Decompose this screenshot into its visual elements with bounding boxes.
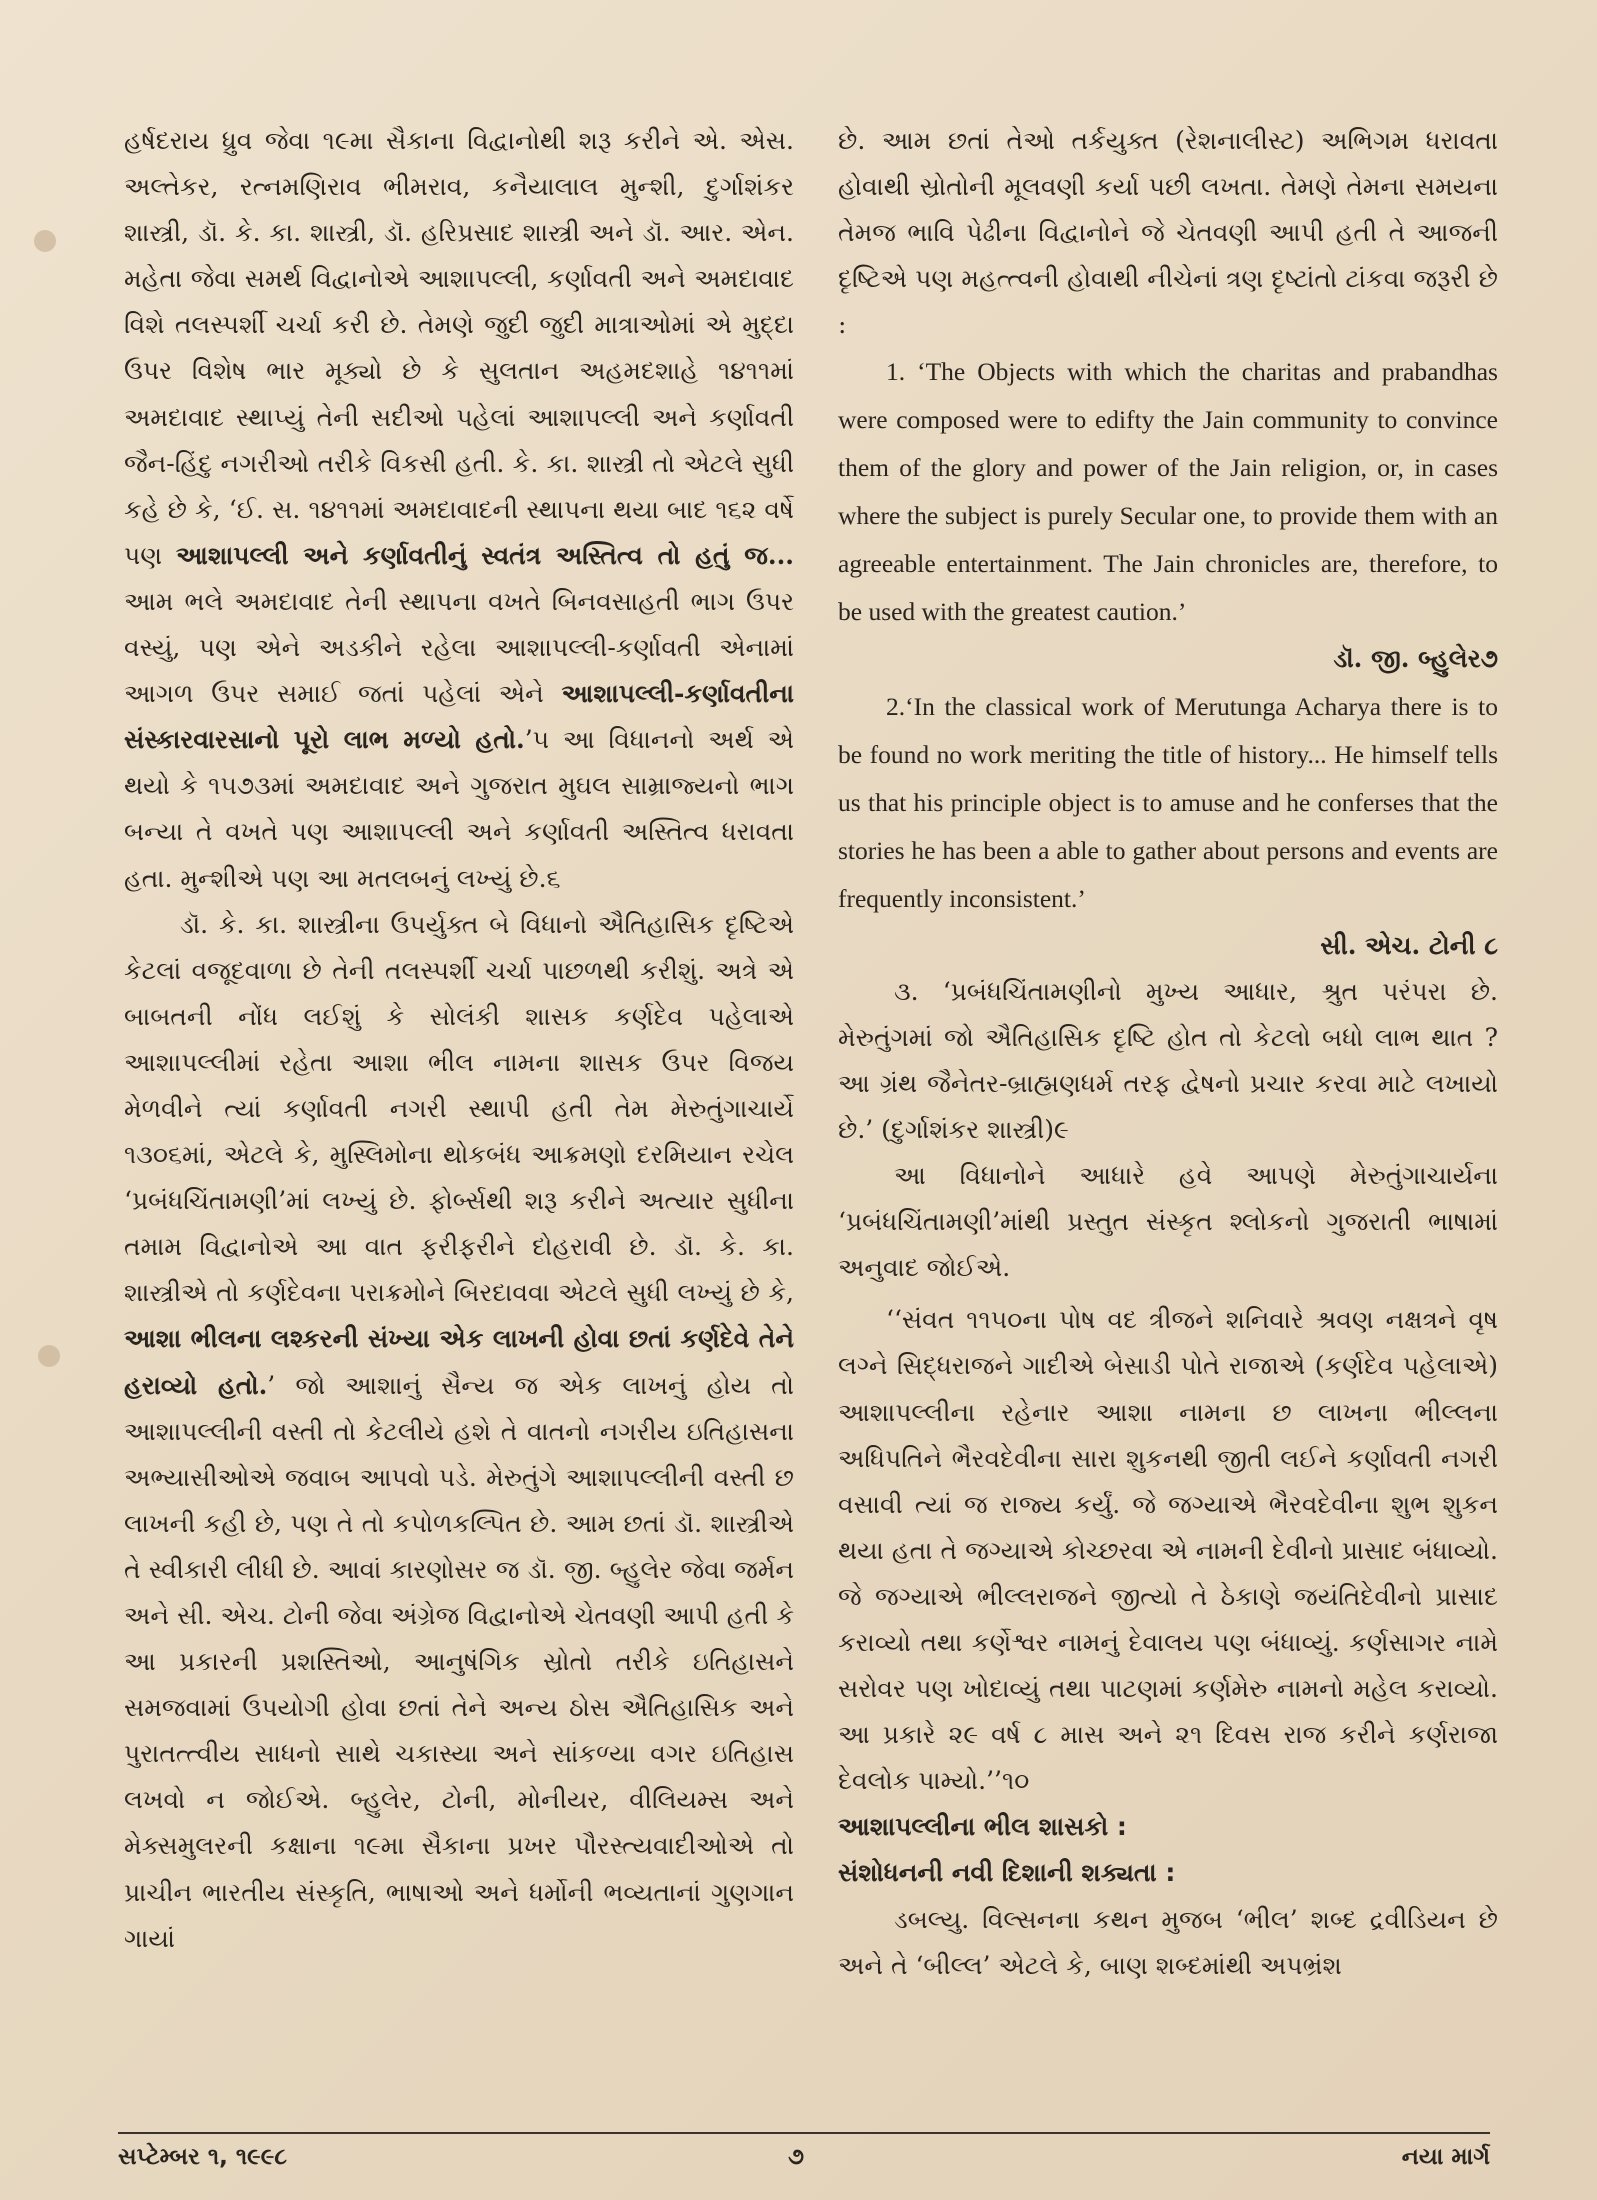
- text-run: ’ જો આશાનું સૈન્ય જ એક લાખનું હોય તો આશાપલ્લીની વસ્તી તો કેટલીયે હશે તે વાતનો નગરીય ઇતિહાસના અભ્યાસીઓએ જવાબ આપવો પડે. મેરુતુંગે આશાપલ્લીની વસ્તી છ લાખની કહી છે, પણ તે તો કપોળકલ્પિત છે. આમ છતાં ડૉ. શાસ્ત્રીએ તે સ્વીકારી લીધી છે. આવાં કારણોસર જ ડૉ. જી. બ્હુલેર જેવા જર્મન અને સી. એચ. ટોની જેવા અંગ્રેજ વિદ્વાનોએ ચેતવણી આપી હતી કે આ પ્રકારની પ્રશસ્તિઓ, આનુષંગિક સ્રોતો તરીકે ઇતિહાસને સમજવામાં ઉપયોગી હોવા છતાં તેને અન્ય ઠોસ ઐતિહાસિક અને પુરાતત્ત્વીય સાધનો સાથે ચકાસ્યા અને સાંકળ્યા વગર ઇતિહાસ લખવો ન જોઈએ. બ્હુલેર, ટોની, મોનીયર, વીલિયમ્સ અને મેક્સમુલરની કક્ષાના ૧૯મા સૈકાના પ્રખર પૌરસ્ત્યવાદીઓએ તો પ્રાચીન ભારતીય સંસ્કૃતિ, ભાષાઓ અને ધર્મોની ભવ્યતાનાં ગુણગાન ગાયાં: [124, 1370, 794, 1953]
- section-heading-2: સંશોધનની નવી દિશાની શક્યતા :: [838, 1858, 1176, 1888]
- right-paragraph-1: છે. આમ છતાં તેઓ તર્કયુક્ત (રેશનાલીસ્ટ) અભિગમ ધરાવતા હોવાથી સ્રોતોની મૂલવણી કર્યા પછી લખતા. તેમણે તેમના સમયના તેમજ ભાવિ પેઢીના વિદ્વાનોને જે ચેતવણી આપી હતી તે આજની દૃષ્ટિએ પણ મહત્ત્વની હોવાથી નીચેનાં ત્રણ દૃષ્ટાંતો ટાંકવા જરૂરી છે :: [838, 126, 1498, 340]
- bold-text: આશાપલ્લી અને કર્ણાવતીનું સ્વતંત્ર અસ્તિત્વ તો હતું જ...: [176, 540, 794, 570]
- text-run: હર્ષદરાય ધ્રુવ જેવા ૧૯મા સૈકાના વિદ્વાનોથી શરૂ કરીને એ. એસ. અલ્તેકર, રત્નમણિરાવ ભીમરાવ, કનૈયાલાલ મુન્શી, દુર્ગાશંકર શાસ્ત્રી, ડૉ. કે. કા. શાસ્ત્રી, ડૉ. હરિપ્રસાદ શાસ્ત્રી અને ડૉ. આર. એન. મહેતા જેવા સમર્થ વિદ્વાનોએ આશાપલ્લી, કર્ણાવતી અને અમદાવાદ વિશે તલસ્પર્શી ચર્ચા કરી છે. તેમણે જુદી જુદી માત્રાઓમાં એ મુદ્દા ઉપર વિશેષ ભાર મૂક્યો છે કે સુલતાન અહમદશાહે ૧૪૧૧માં અમદાવાદ સ્થાપ્યું તેની સદીઓ પહેલાં આશાપલ્લી અને કર્ણાવતી જૈન-હિંદુ નગરીઓ તરીકે વિકસી હતી. કે. કા. શાસ્ત્રી તો એટલે સુધી કહે છે કે, ‘ઈ. સ. ૧૪૧૧માં અમદાવાદની સ્થાપના થયા બાદ ૧૬૨ વર્ષે પણ: [124, 126, 794, 570]
- signature-tawney: સી. એચ. ટોની ૮: [1320, 930, 1498, 960]
- gujarati-quote-3: ૩. ‘પ્રબંધચિંતામણીનો મુખ્ય આધાર, શ્રુત પરંપરા છે. મેરુતુંગમાં જો ઐતિહાસિક દૃષ્ટિ હોત તો કેટલો બધો લાભ થાત ? આ ગ્રંથ જૈનેતર-બ્રાહ્મણધર્મ તરફ દ્વેષનો પ્રચાર કરવા માટે લખાયો છે.’ (દુર્ગાશંકર શાસ્ત્રી)૯: [838, 976, 1498, 1144]
- text-run: ડૉ. કે. કા. શાસ્ત્રીના ઉપર્યુક્ત બે વિધાનો ઐતિહાસિક દૃષ્ટિએ કેટલાં વજૂદવાળા છે તેની તલસ્પર્શી ચર્ચા પાછળથી કરીશું. અત્રે એ બાબતની નોંધ લઈશું કે સોલંકી શાસક કર્ણદેવ પહેલાએ આશાપલ્લીમાં રહેતા આશા ભીલ નામના શાસક ઉપર વિજય મેળવીને ત્યાં કર્ણાવતી નગરી સ્થાપી હતી તેમ મેરુતુંગાચાર્યે ૧૩૦૬માં, એટલે કે, મુસ્લિમોના થોકબંધ આક્રમણો દરમિયાન રચેલ ‘પ્રબંધચિંતામણી’માં લખ્યું છે. ફોર્બ્સથી શરૂ કરીને અત્યાર સુધીના તમામ વિદ્વાનોએ આ વાત ફરીફરીને દોહરાવી છે. ડૉ. કે. કા. શાસ્ત્રીએ તો કર્ણદેવના પરાક્રમોને બિરદાવવા એટલે સુધી લખ્યું છે કે,: [124, 909, 794, 1308]
- page-number: ૭: [788, 2144, 804, 2170]
- bold-text: આશા ભીલના લશ્કરની સંખ્યા એક લાખની હોવા છતાં કર્ણદેવે તેને હરાવ્યો હતો.: [124, 1324, 794, 1400]
- footer-date: સપ્ટેમ્બર ૧, ૧૯૯૮: [118, 2144, 288, 2170]
- english-quote-2: 2.‘In the classical work of Merutunga Acharya there is to be found no work meriting the title of history... He himself tells us that his principle object is to amuse and he conferses that the stories he has been a able to gather about persons and events are frequently inconsistent.’: [838, 691, 1498, 913]
- translation-quote: ‘‘સંવત ૧૧૫૦ના પોષ વદ ત્રીજને શનિવારે શ્રવણ નક્ષત્રને વૃષ લગ્ને સિદ્ધરાજને ગાદીએ બેસાડી પોતે રાજાએ (કર્ણદેવ પહેલાએ) આશાપલ્લીના રહેનાર આશા નામના છ લાખના ભીલ્લના અધિપતિને ભૈરવદેવીના સારા શુકનથી જીતી લઈને કર્ણાવતી નગરી વસાવી ત્યાં જ રાજ્ય કર્યું. જે જગ્યાએ ભૈરવદેવીના શુભ શુકન થયા હતા તે જગ્યાએ કોચ્છરવા એ નામની દેવીનો પ્રાસાદ બંધાવ્યો. જે જગ્યાએ ભીલ્લરાજને જીત્યો તે ઠેકાણે જયંતિદેવીનો પ્રાસાદ કરાવ્યો તથા કર્ણેશ્વર નામનું દેવાલય પણ બંધાવ્યું. કર્ણસાગર નામે સરોવર પણ ખોદાવ્યું તથા પાટણમાં કર્ણમેરુ નામનો મહેલ કરાવ્યો. આ પ્રકારે ૨૯ વર્ષ ૮ માસ અને ૨૧ દિવસ રાજ કરીને કર્ણરાજા દેવલોક પામ્યો.’’૧૦: [838, 1305, 1498, 1796]
- english-quote-1: 1. ‘The Objects with which the charitas and prabandhas were composed were to edifty the Jain community to convince them of the glory and power of the Jain religion, or, in cases where the subject is purely Secular one, to provide them with an agreeable entertainment. The Jain chronicles are, therefore, to be used with the greatest caution.’: [838, 357, 1498, 627]
- right-paragraph-2: આ વિધાનોને આધારે હવે આપણે મેરુતુંગાચાર્યના ‘પ્રબંધચિંતામણી’માંથી પ્રસ્તુત સંસ્કૃત શ્લોકનો ગુજરાતી ભાષામાં અનુવાદ જોઈએ.: [838, 1161, 1498, 1283]
- punch-hole-top: [34, 230, 56, 252]
- right-paragraph-3: ડબલ્યુ. વિલ્સનના કથન મુજબ ‘ભીલ’ શબ્દ દ્રવીડિયન છે અને તે ‘બીલ્લ’ એટલે કે, બાણ શબ્દમાંથી અપભ્રંશ: [838, 1904, 1498, 1980]
- signature-buhler: ડૉ. જી. બ્હુલેર૭: [1333, 644, 1498, 674]
- text-run: આમ ભલે અમદાવાદ તેની સ્થાપના વખતે બિનવસાહતી ભાગ ઉપર વસ્યું, પણ એને અડકીને રહેલા આશાપલ્લી-કર્ણાવતી એનામાં આગળ ઉપર સમાઈ જતાં પહેલાં એને: [124, 586, 794, 709]
- left-column: [124, 118, 794, 1962]
- section-heading-1: આશાપલ્લીના ભીલ શાસકો :: [838, 1812, 1127, 1842]
- bold-text: આશાપલ્લી-કર્ણાવતીના સંસ્કારવારસાનો પૂરો લાભ મળ્યો હતો.: [124, 679, 794, 755]
- right-column: [838, 118, 1498, 1989]
- page-footer: [118, 2132, 1490, 2170]
- publication-name: નયા માર્ગ: [1401, 2144, 1490, 2170]
- punch-hole-middle: [38, 1345, 60, 1367]
- left-paragraph-2: [124, 902, 794, 1962]
- text-run: ’૫ આ વિધાનનો અર્થ એ થયો કે ૧૫૭૩માં અમદાવાદ અને ગુજરાત મુઘલ સામ્રાજ્યનો ભાગ બન્યા તે વખતે પણ આશાપલ્લી અને કર્ણાવતી અસ્તિત્વ ધરાવતા હતા. મુન્શીએ પણ આ મતલબનું લખ્યું છે.૬: [124, 725, 794, 893]
- left-paragraph-1: [124, 118, 794, 902]
